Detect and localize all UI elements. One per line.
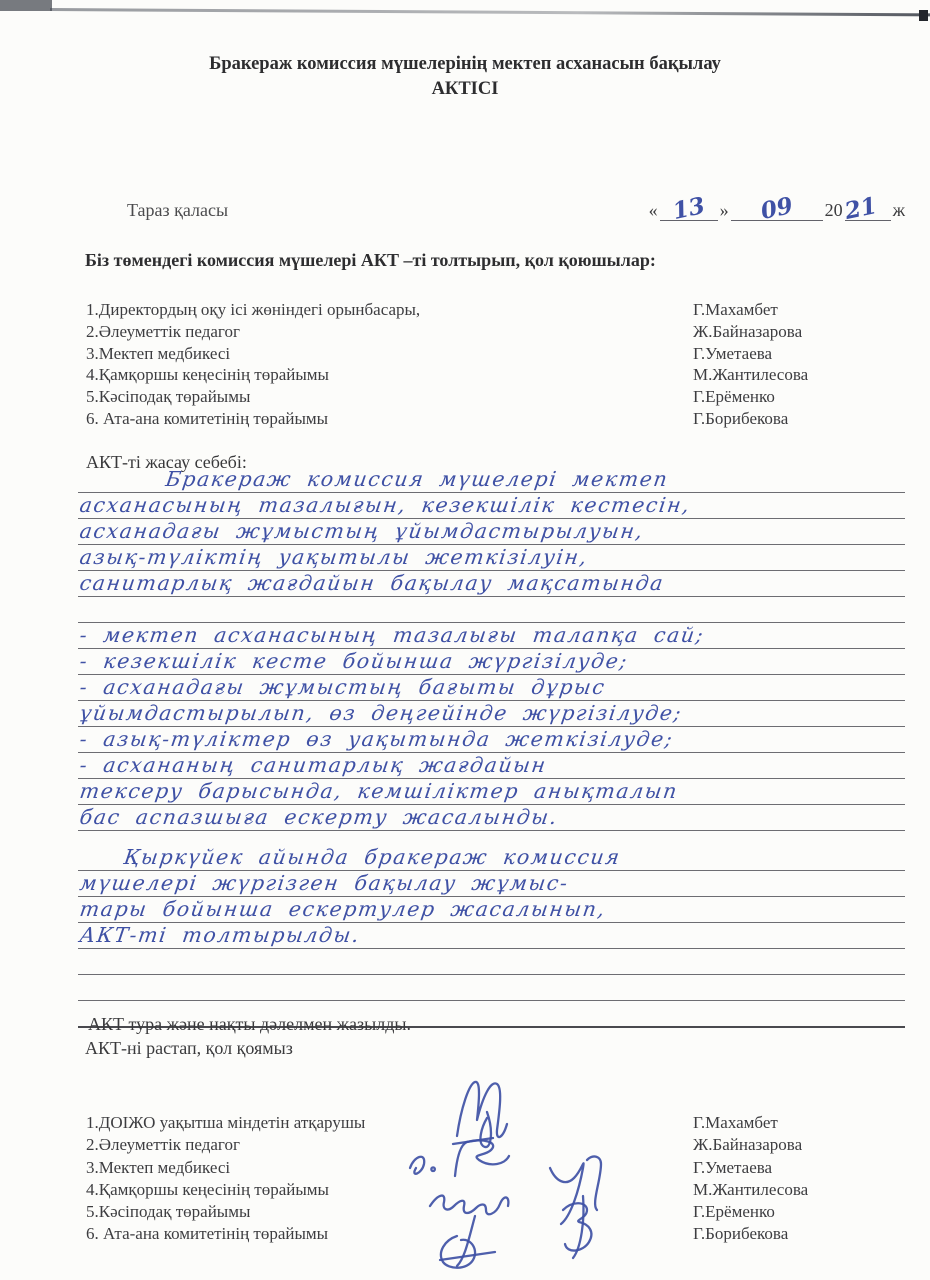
- ruled-line: [78, 871, 905, 897]
- member-role: 6. Ата-ана комитетінің төрайымы: [86, 408, 329, 428]
- handwritten-text: Қыркүйек айында бракераж комиссия: [122, 845, 623, 869]
- ruled-line: [78, 623, 905, 649]
- scan-edge-line: [50, 8, 930, 16]
- title-line-2: АКТІСІ: [431, 79, 499, 99]
- handwritten-text: ұйымдастырылып, өз деңгейінде жүргізілуде;: [78, 701, 684, 725]
- signatory-name: Г.Борибекова: [693, 1224, 789, 1244]
- commission-member-list: [86, 299, 905, 430]
- date-century: 20: [824, 200, 843, 220]
- signatory-name: Ж.Байназарова: [693, 1135, 803, 1155]
- member-role: 4.Қамқоршы кеңесінің төрайымы: [86, 365, 329, 385]
- member-row: [86, 408, 905, 430]
- signature-4: [430, 1196, 508, 1215]
- ruled-line: [78, 701, 905, 727]
- city-label: Тараз қаласы: [127, 200, 229, 220]
- ruled-line: [78, 897, 905, 923]
- signatory-name: М.Жантилесова: [693, 1179, 809, 1199]
- date-year-blank: [841, 191, 891, 226]
- member-name: Г.Уметаева: [693, 343, 773, 363]
- ruled-line: [78, 467, 905, 493]
- handwritten-text: азық-түліктің уақытылы жеткізілуін,: [78, 545, 590, 569]
- handwritten-text: тары бойынша ескертулер жасалынып,: [78, 897, 608, 921]
- intro-statement: Біз төмендегі комиссия мүшелері АКТ –ті толтырып, қол қоюшылар:: [85, 250, 656, 270]
- handwritten-text: мүшелері жүргізген бақылау жұмыс-: [78, 871, 571, 895]
- ruled-line: [78, 845, 905, 871]
- handwritten-text: асханадағы жұмыстың ұйымдастырылуын,: [78, 519, 646, 543]
- ruled-line: [78, 923, 905, 949]
- ruled-line: [78, 805, 905, 831]
- member-row: [86, 299, 905, 321]
- member-name: Г.Борибекова: [693, 408, 789, 428]
- member-name: Ж.Байназарова: [693, 321, 803, 341]
- document-title: [0, 52, 930, 102]
- signatory-role: 4.Қамқоршы кеңесінің төрайымы: [86, 1179, 329, 1199]
- city-date-row: [127, 191, 905, 226]
- signatory-name: Г.Махамбет: [693, 1113, 778, 1132]
- handwritten-day: 13: [669, 191, 707, 226]
- signature-1: [457, 1082, 507, 1147]
- date-open-quote: «: [648, 200, 658, 220]
- member-role: 2.Әлеуметтік педагог: [86, 321, 240, 341]
- member-row: [86, 364, 905, 386]
- blank-ruled-line: [78, 597, 905, 623]
- handwritten-text: - кезекшілік кесте бойынша жүргізілуде;: [78, 649, 630, 673]
- signature-5: [563, 1196, 591, 1258]
- signatory-name: Г.Уметаева: [693, 1157, 773, 1177]
- handwritten-body: [78, 467, 905, 1028]
- member-role: 1.Директордың оқу ісі жөніндегі орынбасары,: [86, 300, 421, 319]
- ruled-line: [78, 779, 905, 805]
- ruled-line: [78, 727, 905, 753]
- member-role: 5.Кәсіподақ төрайымы: [86, 387, 251, 407]
- handwritten-text: бас аспазшыға ескерту жасалынды.: [78, 805, 560, 829]
- blank-ruled-line: [78, 949, 905, 975]
- ruled-line: [78, 649, 905, 675]
- handwritten-text: асханасының тазалығын, кезекшілік кестесін,: [78, 493, 693, 517]
- member-name: Г.Махамбет: [693, 300, 778, 319]
- handwritten-text: - мектеп асханасының тазалығы талапқа сай;: [78, 623, 706, 647]
- signatory-role: 1.ДОІЖО уақытша міндетін атқарушы: [86, 1113, 366, 1132]
- date-suffix: ж: [892, 200, 905, 220]
- handwritten-text: тексеру барысында, кемшіліктер анықталып: [78, 779, 680, 803]
- handwritten-text: Бракераж комиссия мүшелері мектеп: [164, 467, 671, 491]
- ruled-line: [78, 545, 905, 571]
- handwritten-text: - азық-түліктер өз уақытында жеткізілуде;: [78, 727, 676, 751]
- signature-2: [410, 1138, 509, 1176]
- scan-edge-corner: [0, 0, 52, 11]
- member-name: М.Жантилесова: [693, 365, 809, 385]
- scan-edge-mark: [919, 10, 928, 21]
- member-row: [86, 321, 905, 343]
- handwritten-text: - асханадағы жұмыстың бағыты дұрыс: [78, 675, 608, 699]
- handwritten-month: 09: [757, 191, 795, 226]
- date-field: [648, 191, 905, 226]
- blank-ruled-line: [78, 975, 905, 1001]
- member-role: 3.Мектеп медбикесі: [86, 343, 231, 363]
- ruled-line: [78, 519, 905, 545]
- date-close-quote: »: [719, 200, 729, 220]
- ruled-line: [78, 493, 905, 519]
- reason-label: АКТ-ті жасау себебі:: [86, 452, 247, 472]
- title-line-1: Бракераж комиссия мүшелерінің мектеп асханасын бақылау: [209, 54, 721, 74]
- signatory-role: 5.Кәсіподақ төрайымы: [86, 1202, 251, 1222]
- signatures-cluster: [395, 1068, 665, 1273]
- closing-statement-1: АКТ тура және нақты дәлелмен жазылды.: [88, 1014, 411, 1034]
- signatory-role: 6. Ата-ана комитетінің төрайымы: [86, 1224, 329, 1244]
- handwritten-year: 21: [841, 191, 879, 226]
- date-day-blank: [660, 191, 718, 226]
- closing-statement-2: АКТ-ні растап, қол қоямыз: [85, 1038, 293, 1058]
- ruled-line: [78, 753, 905, 779]
- ruled-line: [78, 571, 905, 597]
- handwritten-text: - асхананың санитарлық жағдайын: [78, 753, 549, 777]
- member-name: Г.Ерёменко: [693, 387, 775, 407]
- signatory-role: 3.Мектеп медбикесі: [86, 1157, 231, 1177]
- member-row: [86, 343, 905, 365]
- handwritten-text: санитарлық жағдайын бақылау мақсатында: [78, 571, 666, 595]
- handwritten-text: АКТ-ті толтырылды.: [78, 923, 362, 947]
- signature-6: [440, 1216, 495, 1268]
- date-month-blank: [731, 191, 823, 226]
- signatory-name: Г.Ерёменко: [693, 1202, 775, 1222]
- ruled-line: [78, 675, 905, 701]
- signatory-role: 2.Әлеуметтік педагог: [86, 1135, 240, 1155]
- signature-3: [550, 1157, 601, 1224]
- member-row: [86, 386, 905, 408]
